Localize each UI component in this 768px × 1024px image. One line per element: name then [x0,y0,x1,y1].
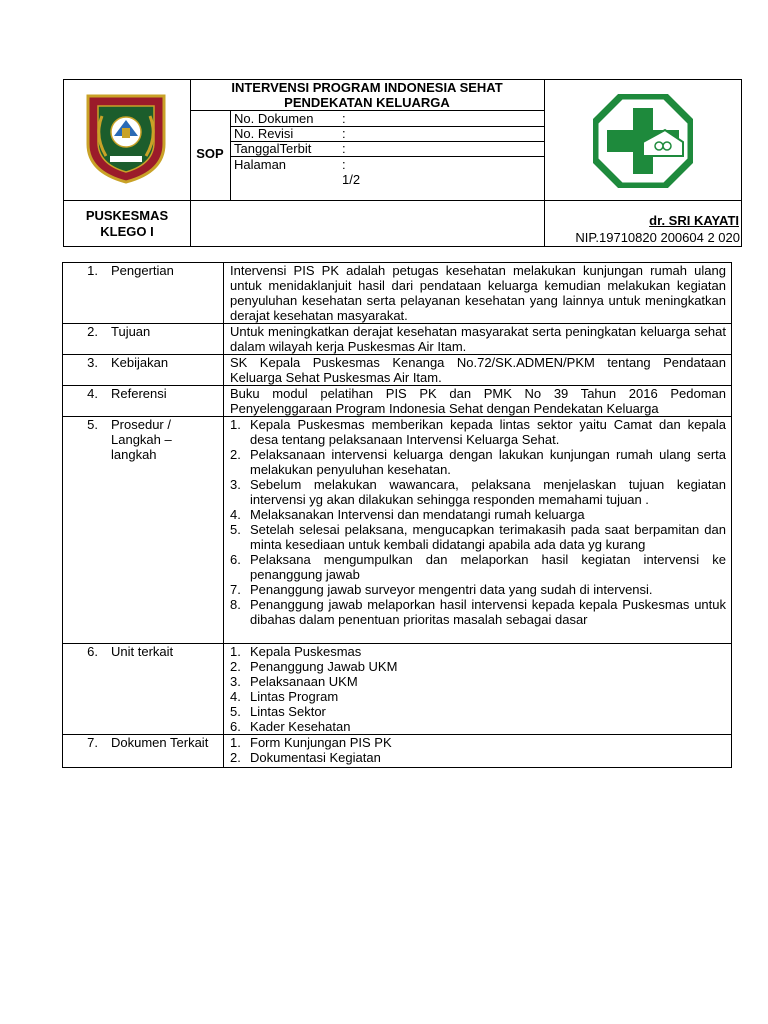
header-divider [544,80,545,246]
list-item: 2. Dokumentasi Kegiatan [230,750,381,765]
document-title [190,80,544,110]
list-item: 5. Lintas Sektor [230,704,326,719]
list-item: 2. Pelaksanaan intervensi keluarga dengan lakukan kunjungan rumah ulang serta melakukan penyuluhan kesehatan. [230,447,726,477]
puskesmas-name [64,208,190,240]
meta-tanggal-terbit: TanggalTerbit : [234,141,346,156]
list-item: 7. Penanggung jawab surveyor mengentri data yang sudah di intervensi. [230,582,653,597]
row-label: 3. Kebijakan [63,355,224,386]
table-row [63,324,732,355]
header-divider [190,200,544,201]
header-divider [230,110,231,200]
list-item: 3. Pelaksanaan UKM [230,674,358,689]
row-label: 5. Prosedur / Langkah – langkah [63,417,224,644]
table-row [63,735,732,768]
regency-crest-logo [84,92,168,184]
label-line: langkah [111,447,157,462]
row-label: 2. Tujuan [63,324,224,355]
table-row [63,644,732,735]
sop-label: SOP [196,146,224,161]
meta-halaman: Halaman : 1/2 [234,157,361,187]
title-line: PENDEKATAN KELUARGA [284,95,450,110]
table-row [63,355,732,386]
list-item: 1. Kepala Puskesmas [230,644,362,659]
unit-list [224,644,732,735]
list-item: 4. Melaksanakan Intervensi dan mendatangi rumah keluarga [230,507,585,522]
title-line: INTERVENSI PROGRAM INDONESIA SEHAT [231,80,503,95]
list-item: 5. Setelah selesai pelaksana, mengucapkan terimakasih pada saat berpamitan dan minta kesediaan untuk kembali didatangi apabila ada data yg kurang [230,522,726,552]
meta-no-revisi: No. Revisi : [234,126,346,141]
list-item: 8. Penanggung jawab melaporkan hasil intervensi kepada kepala Puskesmas untuk dibahas dalam penentuan prioritas masalah sebagai dasar [230,597,726,627]
header-divider [544,200,742,201]
table-row [63,386,732,417]
puskesmas-line: KLEGO I [100,224,154,239]
row-content: Intervensi PIS PK adalah petugas kesehatan melakukan kunjungan rumah ulang untuk menidaklanjuit hasil dari pendataan keluarga kemudian melakukan kegiatan penyuluhan kesehatan serta pelayanan kesehatan yang lainnya untuk meningkatkan derajat kesehatan masyarakat. [224,263,732,324]
table-row [63,417,732,644]
list-item: 2. Penanggung Jawab UKM [230,659,398,674]
puskesmas-logo [593,94,693,188]
row-label: 1. Pengertian [63,263,224,324]
row-content: Buku modul pelatihan PIS PK dan PMK No 39 Tahun 2016 Pedoman Penyelenggaraan Program Indonesia Sehat dengan Pendekatan Keluarga [224,386,732,417]
row-label: 4. Referensi [63,386,224,417]
prosedur-steps [224,417,732,644]
sop-content-table [62,262,732,768]
row-label: 7. Dokumen Terkait [63,735,224,768]
row-content: Untuk meningkatkan derajat kesehatan masyarakat serta peningkatan keluarga sehat dalam wilayah kerja Puskesmas Air Itam. [224,324,732,355]
row-label: 6. Unit terkait [63,644,224,735]
label-line: Prosedur / [111,417,171,432]
list-item: 1. Form Kunjungan PIS PK [230,735,392,750]
list-item: 1. Kepala Puskesmas memberikan kepada lintas sektor yaitu Camat dan kepala desa tentang pelaksanaan Intervensi Keluarga Sehat. [230,417,726,447]
list-item: 4. Lintas Program [230,689,339,704]
signer-name: dr. SRI KAYATI [649,213,739,228]
label-line: Langkah – [111,432,172,447]
sop-header [63,79,742,247]
header-divider [64,200,190,201]
dokumen-list [224,735,732,768]
table-row [63,263,732,324]
list-item: 3. Sebelum melakukan wawancara, pelaksana menjelaskan tujuan kegiatan intervensi yg akan dilakukan sehingga responden memahami tujuan . [230,477,726,507]
list-item: 6. Kader Kesehatan [230,719,351,734]
list-item: 6. Pelaksana mengumpulkan dan melaporkan hasil kegiatan intervensi ke penanggung jawab [230,552,726,582]
signer-nip: NIP.19710820 200604 2 020 [575,230,740,245]
puskesmas-line: PUSKESMAS [85,208,169,223]
meta-no-dokumen: No. Dokumen : [234,111,346,126]
row-content: SK Kepala Puskesmas Kenanga No.72/SK.ADMEN/PKM tentang Pendataan Keluarga Sehat Puskesmas Air Itam. [224,355,732,386]
